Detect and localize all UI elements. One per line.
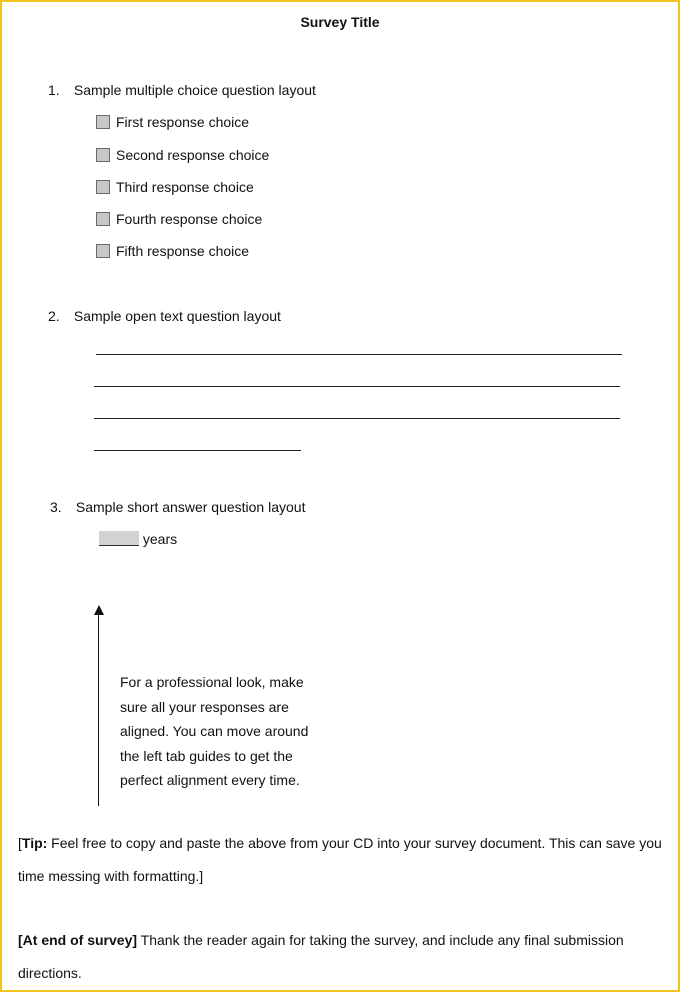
checkbox-icon[interactable]	[96, 115, 110, 129]
alignment-note	[120, 670, 308, 793]
end-label: [At end of survey]	[18, 932, 138, 948]
answer-line-1[interactable]	[96, 354, 622, 355]
choice-5[interactable]	[96, 243, 249, 259]
end-paragraph	[18, 924, 624, 990]
choice-4[interactable]	[96, 211, 262, 227]
note-line: sure all your responses are	[120, 698, 289, 715]
question-2	[48, 308, 281, 324]
short-answer-field[interactable]	[99, 531, 139, 546]
tip-text: Feel free to copy and paste the above from your CD into your survey document. This can save you	[47, 835, 662, 851]
tip-paragraph	[18, 827, 662, 893]
note-line: aligned. You can move around	[120, 723, 309, 739]
choice-3-label: Third response choice	[116, 179, 254, 195]
answer-line-4[interactable]	[94, 450, 301, 451]
note-line: the left tab guides to get the	[120, 747, 293, 764]
short-answer	[99, 531, 177, 547]
answer-line-3[interactable]	[94, 418, 620, 419]
choice-3[interactable]	[96, 179, 254, 195]
choice-2[interactable]	[96, 147, 269, 163]
question-1-number: 1.	[48, 82, 60, 98]
note-line: For a professional look, make	[120, 674, 304, 690]
question-2-text: Sample open text question layout	[73, 308, 281, 324]
question-1	[48, 82, 316, 98]
choice-5-label: Fifth response choice	[116, 243, 250, 259]
tip-label: Tip:	[21, 835, 48, 851]
end-text: Thank the reader again for taking the survey, and include any final submission	[137, 932, 624, 948]
checkbox-icon[interactable]	[96, 148, 110, 162]
short-answer-unit: years	[142, 531, 178, 547]
choice-1[interactable]	[96, 114, 249, 130]
answer-line-2[interactable]	[94, 386, 620, 387]
question-3	[50, 499, 305, 515]
question-3-number: 3.	[50, 499, 62, 515]
checkbox-icon[interactable]	[96, 180, 110, 194]
choice-2-label: Second response choice	[116, 147, 270, 163]
note-line: perfect alignment every time.	[120, 772, 300, 788]
choice-1-label: First response choice	[116, 114, 250, 130]
end-text-line2: directions.	[18, 965, 82, 981]
tip-bracket: [	[18, 835, 22, 851]
tip-text-line2: time messing with formatting.]	[18, 868, 204, 884]
choice-4-label: Fourth response choice	[116, 211, 263, 227]
question-2-number: 2.	[48, 308, 60, 324]
arrow-line	[98, 614, 99, 806]
arrow-up-icon	[94, 605, 104, 615]
checkbox-icon[interactable]	[96, 244, 110, 258]
checkbox-icon[interactable]	[96, 212, 110, 226]
question-3-text: Sample short answer question layout	[75, 499, 306, 515]
survey-title: Survey Title	[300, 14, 380, 30]
question-1-text: Sample multiple choice question layout	[73, 82, 316, 98]
